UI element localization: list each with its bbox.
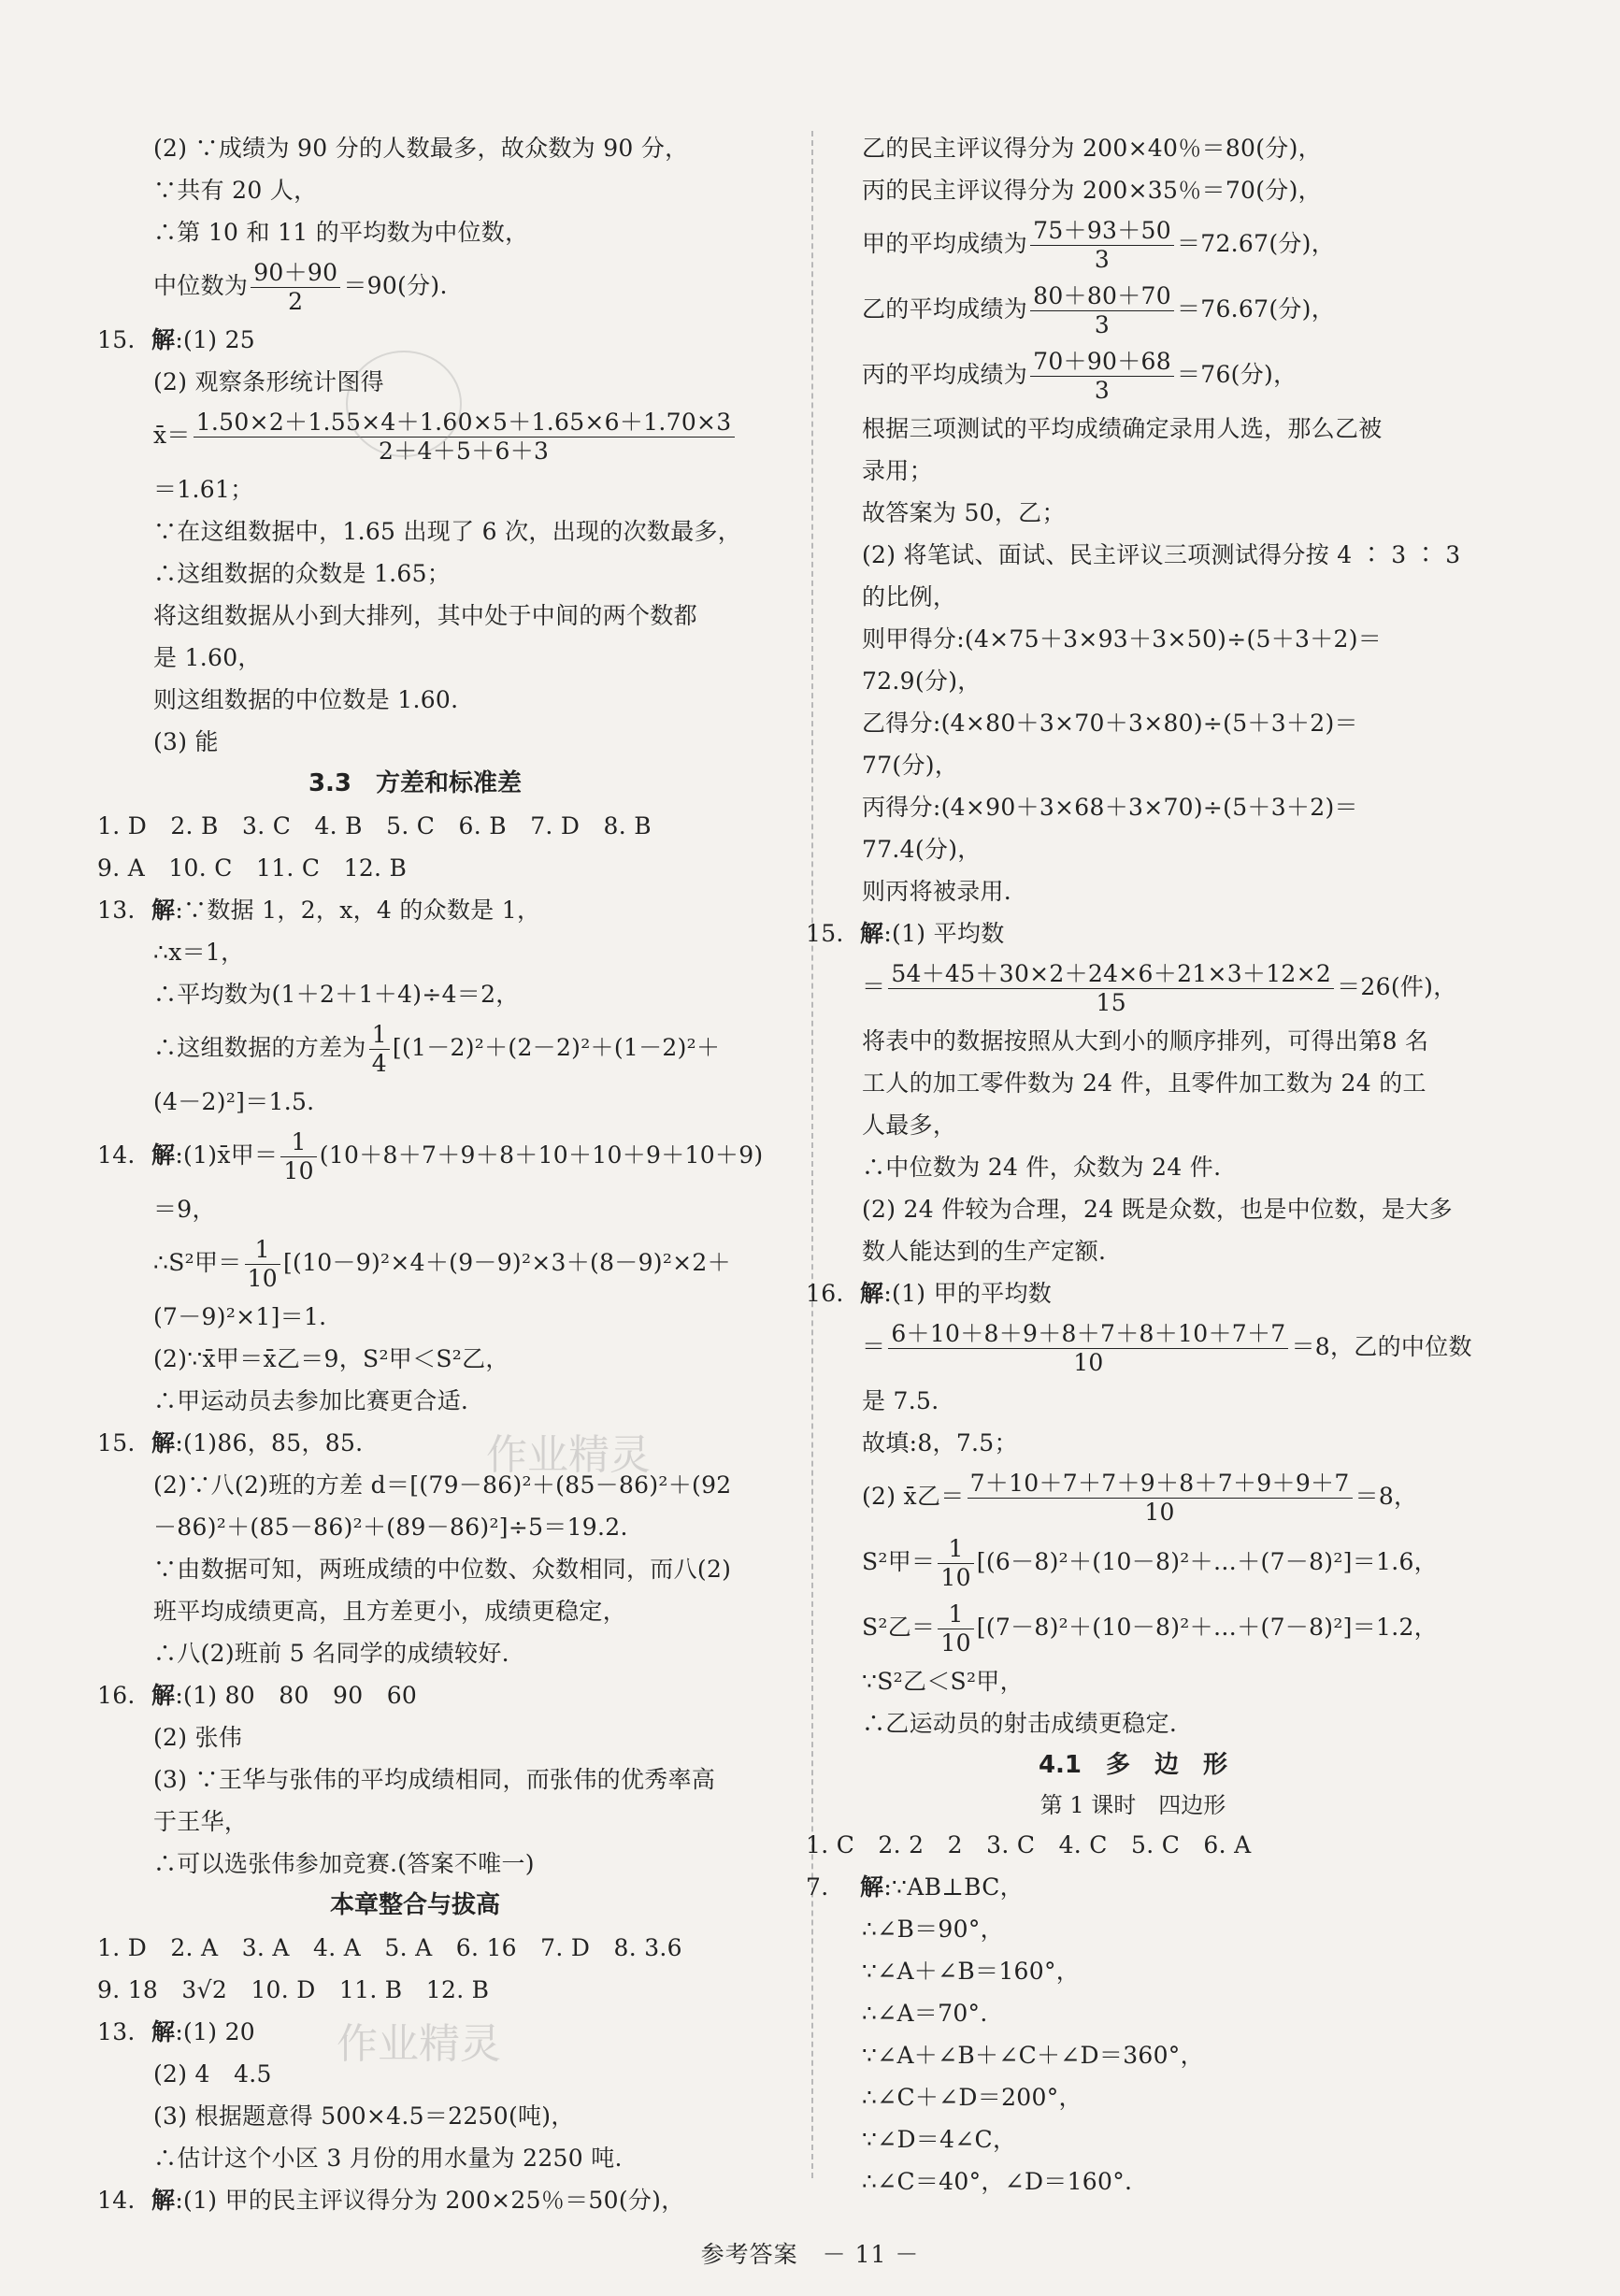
- text: ＝: [862, 973, 886, 1000]
- text-line: 根据三项测试的平均成绩确定录用人选，那么乙被: [862, 415, 1383, 442]
- text-line: (2) 将笔试、面试、民主评议三项测试得分按 4 ∶ 3 ∶ 3: [862, 541, 1461, 568]
- question-13-line: [97, 2011, 733, 2053]
- numerator: 1: [245, 1236, 280, 1265]
- text: ＝76(分)，: [1176, 361, 1297, 388]
- question-number: 13.: [97, 2018, 136, 2045]
- fraction: [888, 1320, 1288, 1377]
- question-16-line: [97, 1674, 733, 1716]
- page-footer: 参考答案 － 11 －: [700, 2241, 920, 2268]
- formula-line: [97, 253, 733, 319]
- text-line: ∴甲运动员去参加比赛更合适.: [153, 1387, 469, 1414]
- text-line: 则甲得分:(4×75＋3×93＋3×50)÷(5＋3＋2)＝: [862, 625, 1383, 653]
- denominator: 10: [1073, 1349, 1104, 1376]
- numerator: 54＋45＋30×2＋24×6＋21×3＋12×2: [888, 960, 1334, 989]
- text-line: (2) ∵成绩为 90 分的人数最多，故众数为 90 分，: [153, 135, 689, 162]
- text: S²甲＝: [862, 1548, 936, 1575]
- text-line: 将表中的数据按照从大到小的顺序排列，可得出第8 名: [862, 1027, 1429, 1055]
- question-number: 13.: [97, 897, 136, 924]
- fraction: [1030, 282, 1174, 339]
- text-line: －86)²＋(85－86)²＋(89－86)²]÷5＝19.2.: [153, 1514, 628, 1541]
- text-line: 乙的民主评议得分为 200×40％＝80(分)，: [862, 135, 1322, 162]
- text-line: ∴∠A＝70°.: [862, 2000, 988, 2027]
- watermark-stamp: [346, 351, 462, 457]
- denominator: 10: [940, 1629, 971, 1657]
- text-line: ∴∠B＝90°，: [862, 1916, 1004, 1943]
- text: 丙的平均成绩为: [862, 361, 1028, 388]
- solve-label: 解: [151, 1141, 176, 1169]
- section-subheading: 第 1 课时 四边形: [1039, 1792, 1226, 1818]
- text-line: (2) 观察条形统计图得: [153, 368, 384, 395]
- solve-label: 解: [151, 1682, 176, 1709]
- solve-label: 解: [151, 326, 176, 353]
- numerator: 80＋80＋70: [1030, 282, 1174, 311]
- text-line: (2)∵八(2)班的方差 d＝[(79－86)²＋(85－86)²＋(92: [153, 1471, 732, 1499]
- text-line: (3) 能: [153, 728, 219, 755]
- text: 中位数为: [153, 272, 249, 299]
- denominator: 3: [1094, 246, 1111, 273]
- text-line: 故填:8，7.5；: [862, 1429, 1018, 1457]
- text-line: ∴估计这个小区 3 月份的用水量为 2250 吨.: [153, 2145, 623, 2172]
- text: ＝26(件)，: [1337, 973, 1457, 1000]
- text: :(1) 甲的平均数: [883, 1280, 1053, 1307]
- text: :∵AB⊥BC，: [883, 1873, 1024, 1901]
- text: S²乙＝: [862, 1614, 936, 1641]
- text-line: 班平均成绩更高，且方差更小，成绩更稳定，: [153, 1598, 627, 1625]
- text: x̄＝: [153, 422, 191, 449]
- text: :(1) 25: [175, 326, 256, 353]
- text: ＝8，乙的中位数: [1291, 1333, 1472, 1360]
- text-line: ∵∠A＋∠B＋∠C＋∠D＝360°，: [862, 2042, 1204, 2069]
- text-line: (3) ∵王华与张伟的平均成绩相同，而张伟的优秀率高: [153, 1766, 716, 1793]
- text-line: 则丙将被录用.: [862, 878, 1012, 905]
- text: :∵数据 1，2，x，4 的众数是 1，: [175, 897, 541, 924]
- denominator: 2＋4＋5＋6＋3: [378, 438, 550, 465]
- text: [(1－2)²＋(2－2)²＋(1－2)²＋: [392, 1034, 721, 1061]
- numerator: 90＋90: [251, 259, 340, 288]
- answers-line: 1. D 2. A 3. A 4. A 5. A 6. 16 7. D 8. 3.6: [97, 1934, 682, 1961]
- text: ∴S²甲＝: [153, 1249, 242, 1276]
- question-number: 15.: [806, 920, 844, 947]
- question-number: 16.: [806, 1280, 844, 1307]
- text-line: 77.4(分)，: [862, 836, 982, 863]
- solve-label: 解: [860, 1873, 884, 1901]
- denominator: 10: [940, 1564, 971, 1591]
- text-line: ＝9，: [153, 1196, 216, 1223]
- text-line: ∴x＝1，: [153, 939, 245, 966]
- answers-line: 1. C 2. 2 2 3. C 4. C 5. C 6. A: [806, 1831, 1252, 1858]
- denominator: 2: [288, 288, 304, 315]
- fraction: [938, 1600, 973, 1657]
- text: (10＋8＋7＋9＋8＋10＋10＋9＋10＋9): [319, 1141, 764, 1169]
- question-14-line: [97, 1123, 764, 1188]
- denominator: 3: [1094, 311, 1111, 338]
- answers-line: 9. A 10. C 11. C 12. B: [97, 854, 408, 882]
- denominator: 10: [1144, 1499, 1175, 1526]
- numerator: 6＋10＋8＋9＋8＋7＋8＋10＋7＋7: [888, 1320, 1288, 1349]
- text-line: ∴这组数据的众数是 1.65；: [153, 560, 452, 587]
- fraction: [1030, 348, 1174, 405]
- question-15-line: [806, 912, 1460, 954]
- question-13-line: [97, 889, 733, 931]
- text-line: 乙得分:(4×80＋3×70＋3×80)÷(5＋3＋2)＝: [862, 710, 1358, 737]
- text-line: 丙得分:(4×90＋3×68＋3×70)÷(5＋3＋2)＝: [862, 794, 1358, 821]
- watermark: 作业精灵: [486, 1431, 651, 1479]
- numerator: 1: [938, 1600, 973, 1629]
- right-column: [806, 127, 1472, 2203]
- solve-label: 解: [151, 2018, 176, 2045]
- solve-label: 解: [151, 897, 176, 924]
- text-line: 72.9(分)，: [862, 667, 982, 695]
- text-line: 丙的民主评议得分为 200×35％＝70(分)，: [862, 177, 1322, 204]
- text-line: 77(分)，: [862, 752, 959, 779]
- text-line: ∴第 10 和 11 的平均数为中位数，: [153, 219, 529, 246]
- solve-label: 解: [151, 1429, 176, 1457]
- fraction: [369, 1021, 390, 1078]
- formula-line: [806, 211, 1460, 277]
- numerator: 75＋93＋50: [1030, 217, 1174, 246]
- formula-line: [806, 1314, 1472, 1380]
- question-15-line: [97, 1422, 733, 1464]
- text-line: ∴平均数为(1＋2＋1＋4)÷4＝2，: [153, 981, 520, 1008]
- formula-line: [806, 954, 1460, 1020]
- text-line: 于王华，: [153, 1808, 249, 1835]
- section-heading: 4.1 多 边 形: [1038, 1751, 1228, 1779]
- text-line: 工人的加工零件数为 24 件，且零件加工数为 24 的工: [862, 1069, 1426, 1097]
- text-line: (2)∵x̄甲＝x̄乙＝9，S²甲＜S²乙，: [153, 1345, 509, 1372]
- numerator: 70＋90＋68: [1030, 348, 1174, 377]
- denominator: 3: [1094, 377, 1111, 404]
- formula-line: [97, 1015, 733, 1081]
- numerator: 1: [938, 1535, 973, 1564]
- formula-line: [806, 1595, 1460, 1660]
- text-line: (7－9)²×1]＝1.: [153, 1303, 327, 1330]
- text-line: ∴∠C＋∠D＝200°，: [862, 2084, 1082, 2111]
- text-line: (2) 4 4.5: [153, 2060, 272, 2088]
- text: ＝72.67(分)，: [1176, 230, 1336, 257]
- denominator: 10: [247, 1265, 278, 1292]
- text: :(1) 20: [175, 2018, 256, 2045]
- denominator: 4: [371, 1050, 387, 1077]
- solve-label: 解: [860, 1280, 884, 1307]
- question-number: 16.: [97, 1682, 136, 1709]
- text: :(1) 甲的民主评议得分为 200×25％＝50(分)，: [175, 2187, 685, 2214]
- text-line: ∵S²乙＜S²甲，: [862, 1668, 1024, 1695]
- text-line: 是 7.5.: [862, 1387, 939, 1414]
- solve-label: 解: [860, 920, 884, 947]
- question-7-line: [806, 1866, 1460, 1908]
- text: :(1) 平均数: [883, 920, 1005, 947]
- text-line: ∴乙运动员的射击成绩更稳定.: [862, 1710, 1178, 1737]
- numerator: 7＋10＋7＋7＋9＋8＋7＋9＋9＋7: [968, 1470, 1353, 1499]
- text-line: ＝1.61；: [153, 476, 254, 503]
- text-line: (2) 张伟: [153, 1724, 243, 1751]
- text-line: 的比例，: [862, 583, 957, 610]
- text-line: ∴中位数为 24 件，众数为 24 件.: [862, 1154, 1222, 1181]
- formula-line: [806, 277, 1460, 342]
- text: 甲的平均成绩为: [862, 230, 1028, 257]
- question-16-line: [806, 1272, 1460, 1314]
- fraction: [245, 1236, 280, 1293]
- numerator: 1.50×2＋1.55×4＋1.60×5＋1.65×6＋1.70×3: [194, 409, 735, 438]
- formula-line: [806, 1529, 1460, 1595]
- question-number: 14.: [97, 2187, 136, 2214]
- question-14-line: [97, 2179, 733, 2221]
- fraction: [888, 960, 1334, 1017]
- fraction: [251, 259, 340, 316]
- fraction: [1030, 217, 1174, 274]
- formula-line: [806, 1464, 1460, 1529]
- formula-line: [806, 342, 1460, 408]
- text: [(7－8)²＋(10－8)²＋…＋(7－8)²]＝1.2，: [976, 1614, 1438, 1641]
- numerator: 1: [280, 1128, 316, 1157]
- denominator: 15: [1096, 989, 1126, 1016]
- text-line: 录用；: [862, 457, 933, 484]
- fraction: [968, 1470, 1353, 1527]
- text-line: 是 1.60，: [153, 644, 262, 671]
- text-line: (4－2)²]＝1.5.: [153, 1088, 315, 1115]
- text-line: ∴∠C＝40°，∠D＝160°.: [862, 2168, 1133, 2195]
- numerator: 1: [369, 1021, 390, 1050]
- text: ＝: [862, 1333, 886, 1360]
- question-number: 15.: [97, 1429, 136, 1457]
- text: ＝76.67(分)，: [1176, 295, 1336, 323]
- text-line: ∴可以选张伟参加竞赛.(答案不唯一): [153, 1850, 535, 1877]
- text-line: ∵在这组数据中，1.65 出现了 6 次，出现的次数最多，: [153, 518, 742, 545]
- text-line: 故答案为 50，乙；: [862, 499, 1066, 526]
- fraction: [938, 1535, 973, 1592]
- text: 乙的平均成绩为: [862, 295, 1028, 323]
- question-number: 15.: [97, 326, 136, 353]
- denominator: 10: [283, 1157, 314, 1184]
- text-line: 人最多，: [862, 1112, 957, 1139]
- fraction: [194, 409, 735, 466]
- answers-line: 1. D 2. B 3. C 4. B 5. C 6. B 7. D 8. B: [97, 812, 652, 839]
- text-line: 则这组数据的中位数是 1.60.: [153, 686, 459, 713]
- text-line: 将这组数据从小到大排列，其中处于中间的两个数都: [153, 602, 697, 629]
- text: :(1)86，85，85.: [175, 1429, 364, 1457]
- section-heading: 本章整合与拔高: [329, 1891, 500, 1919]
- text-line: (2) 24 件较为合理，24 既是众数，也是中位数，是大多: [862, 1196, 1453, 1223]
- text: :(1)x̄甲＝: [175, 1141, 279, 1169]
- section-heading: 3.3 方差和标准差: [308, 769, 523, 797]
- text: [(6－8)²＋(10－8)²＋…＋(7－8)²]＝1.6，: [976, 1548, 1438, 1575]
- text: :(1) 80 80 90 60: [175, 1682, 418, 1709]
- question-number: 14.: [97, 1141, 136, 1169]
- text: ＝90(分).: [343, 272, 448, 299]
- text-line: ∵由数据可知，两班成绩的中位数、众数相同，而八(2): [153, 1556, 732, 1583]
- watermark: 作业精灵: [337, 2020, 501, 2068]
- text-line: 数人能达到的生产定额.: [862, 1238, 1107, 1265]
- text-line: ∴八(2)班前 5 名同学的成绩较好.: [153, 1640, 509, 1667]
- answers-line: 9. 18 3√2 10. D 11. B 12. B: [97, 1976, 490, 2003]
- formula-line: [97, 1230, 733, 1296]
- text: [(10－9)²×4＋(9－9)²×3＋(8－9)²×2＋: [282, 1249, 731, 1276]
- text-line: ∵∠A＋∠B＝160°，: [862, 1958, 1081, 1985]
- text: ∴这组数据的方差为: [153, 1034, 366, 1061]
- question-number: 7.: [806, 1873, 829, 1901]
- text-line: (3) 根据题意得 500×4.5＝2250(吨)，: [153, 2102, 575, 2130]
- fraction: [280, 1128, 316, 1185]
- text: ＝8，: [1355, 1483, 1418, 1510]
- solve-label: 解: [151, 2187, 176, 2214]
- text-line: ∵共有 20 人，: [153, 177, 318, 204]
- text-line: ∵∠D＝4∠C，: [862, 2126, 1017, 2153]
- text: (2) x̄乙＝: [862, 1483, 965, 1510]
